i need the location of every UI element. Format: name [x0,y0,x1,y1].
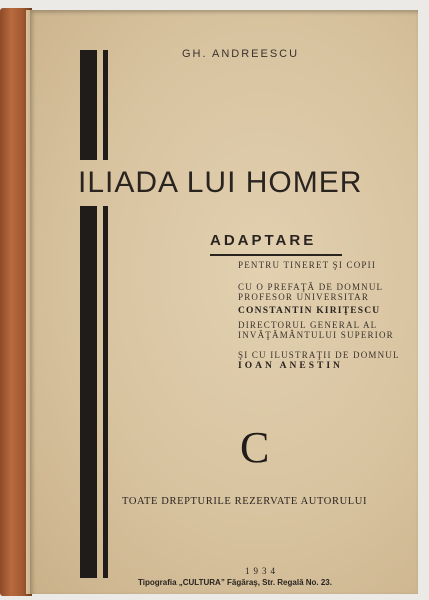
book-title: ILIADA LUI HOMER [78,166,363,199]
rights-notice: TOATE DREPTURILE REZERVATE AUTORULUI [122,496,368,507]
subtitle-underline [210,254,342,256]
vertical-bar-thick-lower [80,206,97,578]
vertical-bar-thin-upper [103,50,108,160]
text-line-name: IOAN ANESTIN [238,361,343,371]
title-page [30,10,418,594]
text-line: CU O PREFAŢĂ DE DOMNUL [238,282,384,292]
text-line: PROFESOR UNIVERSITAR [238,292,370,302]
text-line: DIRECTORUL GENERAL AL [238,320,378,330]
text-line: INVĂŢĂMÂNTULUI SUPERIOR [238,330,394,340]
vertical-bar-thick-upper [80,50,97,160]
subtitle-adaptare: ADAPTARE [210,232,317,249]
text-line: PENTRU TINERET ŞI COPII [238,260,377,270]
vertical-bar-thin-lower [103,206,108,578]
printer-info: Tipografia „CULTURA” Făgăraş, Str. Regală No. 23. [138,578,332,587]
author-name: GH. ANDREESCU [182,48,300,60]
publication-year: 1934 [245,566,279,576]
text-line-name: CONSTANTIN KIRIŢESCU [238,306,381,316]
text-line: ŞI CU ILUSTRAŢII DE DOMNUL [238,350,400,360]
publisher-mark: C [240,423,270,472]
